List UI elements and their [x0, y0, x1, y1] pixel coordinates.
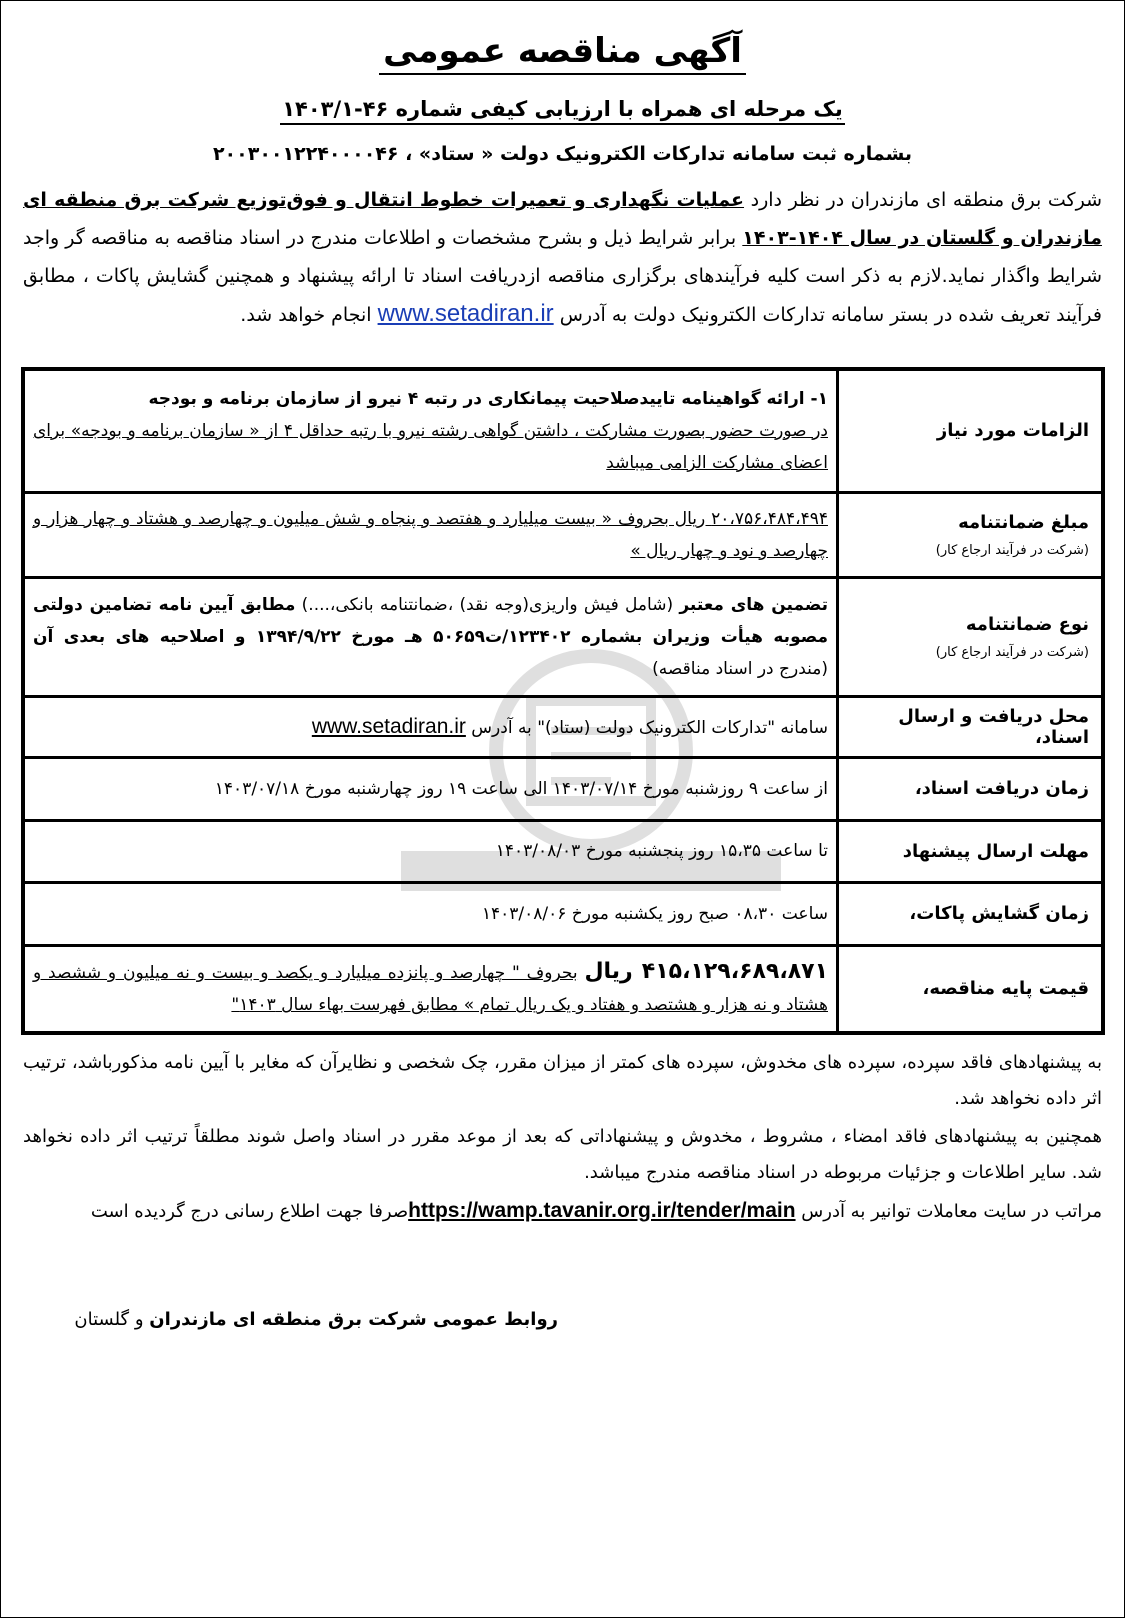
table-row: [23, 369, 1103, 492]
base-price-value: [23, 945, 838, 1033]
doc-place-link[interactable]: www.setadiran.ir: [311, 714, 466, 738]
intro-paragraph: [23, 181, 1102, 334]
requirements-label: الزامات مورد نیاز: [838, 369, 1104, 492]
guarantee-type-rest: مطابق آیین نامه تضامین دولتی مصوبه هیأت وزیران بشماره ۱۲۳۴۰۲/ت۵۰۶۵۹ هـ مورخ ۱۳۹۴/۹/۲۲ و اصلاحیه های بعدی آن: [33, 595, 829, 648]
intro-part3: برابر شرایط ذیل و بشرح مشخصات و اطلاعات مندرج در اسناد مناقصه به مناقصه گر واجد شرایط واگذار نماید.لازم به ذکر است کلیه فرآیندهای برگزاری مناقصه ازدریافت اسناد تا ارائه پیشنهاد و همچنین گشایش پاکات ، مطابق فرآیند تعریف شده در بستر سامانه تدارکات الکترونیک دولت به آدرس: [23, 227, 1102, 326]
guarantee-type-value: [23, 578, 838, 697]
doc-place-value: [23, 697, 838, 758]
opening-value: ساعت ۰۸،۳۰ صبح روز یکشنبه مورخ ۱۴۰۳/۰۸/۰۶: [23, 883, 838, 946]
doc-time-label: زمان دریافت اسناد،: [838, 757, 1104, 820]
tavanir-link[interactable]: https://wamp.tavanir.org.ir/tender/main: [408, 1199, 796, 1222]
deadline-value: تا ساعت ۱۵،۳۵ روز پنجشنبه مورخ ۱۴۰۳/۰۸/۰۳: [23, 820, 838, 883]
intro-part4: انجام خواهد شد.: [240, 304, 372, 326]
opening-label: زمان گشایش پاکات،: [838, 883, 1104, 946]
base-price-words: بحروف " چهارصد و پانزده میلیارد و یکصد و بیست و نه میلیون و ششصد و هشتاد و نه هزار و هشتصد و هفتاد و یک ریال تمام » مطابق فهرست بهاء سال ۱۴۰۳": [33, 963, 828, 1016]
notice-title: آگهی مناقصه عمومی: [379, 31, 746, 75]
guarantee-amount-text: ۲۰،۷۵۶،۴۸۴،۴۹۴ ریال بحروف « بیست میلیارد و هفتصد و پنجاه و شش میلیون و چهارصد و هشتاد و چهار هزار و چهارصد و نود و چهار ریال »: [33, 508, 828, 561]
doc-place-text: سامانه "تدارکات الکترونیک دولت (ستاد)" به آدرس: [471, 717, 828, 738]
doc-place-label: محل دریافت و ارسال اسناد،: [838, 697, 1104, 758]
table-row: [23, 820, 1103, 883]
guarantee-amount-value: [23, 492, 838, 578]
guarantee-amount-note: (شرکت در فرآیند ارجاع کار): [935, 542, 1089, 558]
note-2: همچنین به پیشنهادهای فاقد امضاء ، مشروط ، مخدوش و پیشنهاداتی که بعد از موعد مقرر در اسناد واصل شوند مطلقاً ترتیب اثر داده نخواهد شد. سایر اطلاعات و جزئیات مربوطه در اسناد مناقصه مندرج میباشد.: [23, 1126, 1102, 1183]
guarantee-type-label: [838, 578, 1104, 697]
note-3-part-b: صرفا جهت اطلاع رسانی درج گردیده است: [90, 1201, 409, 1222]
subtitle-wrap: [1, 97, 1124, 121]
guarantee-type-note: (شرکت در فرآیند ارجاع کار): [935, 645, 1089, 661]
base-price-amount: ۴۱۵،۱۲۹،۶۸۹،۸۷۱ ریال: [584, 959, 829, 985]
guarantee-type-title: نوع ضمانتنامه: [965, 614, 1089, 636]
table-row: [23, 697, 1103, 758]
table-row: [23, 492, 1103, 578]
requirements-value: [23, 369, 838, 492]
signature-rest: و گلستان: [74, 1309, 144, 1330]
doc-time-value: از ساعت ۹ روزشنبه مورخ ۱۴۰۳/۰۷/۱۴ الی ساعت ۱۹ روز چهارشنبه مورخ ۱۴۰۳/۰۷/۱۸: [23, 757, 838, 820]
table-row: [23, 883, 1103, 946]
requirements-line1: ۱- ارائه گواهینامه تاییدصلاحیت پیمانکاری در رتبه ۴ نیرو از سازمان برنامه و بودجه: [148, 388, 828, 409]
base-price-label: قیمت پایه مناقصه،: [838, 945, 1104, 1033]
intro-subject: عملیات نگهداری و تعمیرات خطوط انتقال و فوق‌توزیع شرکت برق منطقه ای مازندران و گلستان در سال ۱۴۰۴-۱۴۰۳: [23, 189, 1102, 249]
note-1: به پیشنهادهای فاقد سپرده، سپرده های مخدوش، سپرده های کمتر از میزان مقرر، چک شخصی و نظایرآن که مغایر با آیین نامه مذکورباشد، ترتیب اثر داده نخواهد شد.: [23, 1052, 1102, 1109]
guarantee-amount-title: مبلغ ضمانتنامه: [958, 511, 1089, 533]
notice-title-wrap: [1, 31, 1124, 71]
table-row: [23, 578, 1103, 697]
guarantee-type-mid: (شامل فیش واریزی(وجه نقد) ،ضمانتنامه بانکی،....): [301, 595, 674, 616]
guarantee-type-end: (مندرج در اسناد مناقصه): [652, 659, 828, 680]
guarantee-amount-label: [838, 492, 1104, 578]
setadiran-link[interactable]: www.setadiran.ir: [377, 300, 554, 327]
guarantee-type-bold: تضمین های معتبر: [679, 595, 828, 616]
tender-details-table: [21, 367, 1105, 1035]
signature-bold: روابط عمومی شرکت برق منطقه ای مازندران: [149, 1309, 558, 1330]
notes-section: [23, 1045, 1102, 1232]
note-3-part-a: مراتب در سایت معاملات توانیر به آدرس: [801, 1201, 1102, 1222]
note-3: [23, 1193, 1102, 1230]
table-row: [23, 945, 1103, 1033]
notice-subtitle: یک مرحله ای همراه با ارزیابی کیفی شماره ۴۶-۱۴۰۳/۱: [280, 97, 845, 125]
table-row: [23, 757, 1103, 820]
requirements-line2: در صورت حضور بصورت مشارکت ، داشتن گواهی رشته نیرو با رتبه حداقل ۴ از « سازمان برنامه و بودجه» برای اعضای مشارکت الزامی میباشد: [33, 420, 828, 473]
deadline-label: مهلت ارسال پیشنهاد: [838, 820, 1104, 883]
intro-part1: شرکت برق منطقه ای مازندران در نظر دارد: [750, 189, 1102, 211]
signature: [74, 1309, 558, 1330]
registration-number: بشماره ثبت سامانه تدارکات الکترونیک دولت « ستاد» ، ۲۰۰۳۰۰۱۲۲۴۰۰۰۰۴۶: [212, 143, 913, 165]
